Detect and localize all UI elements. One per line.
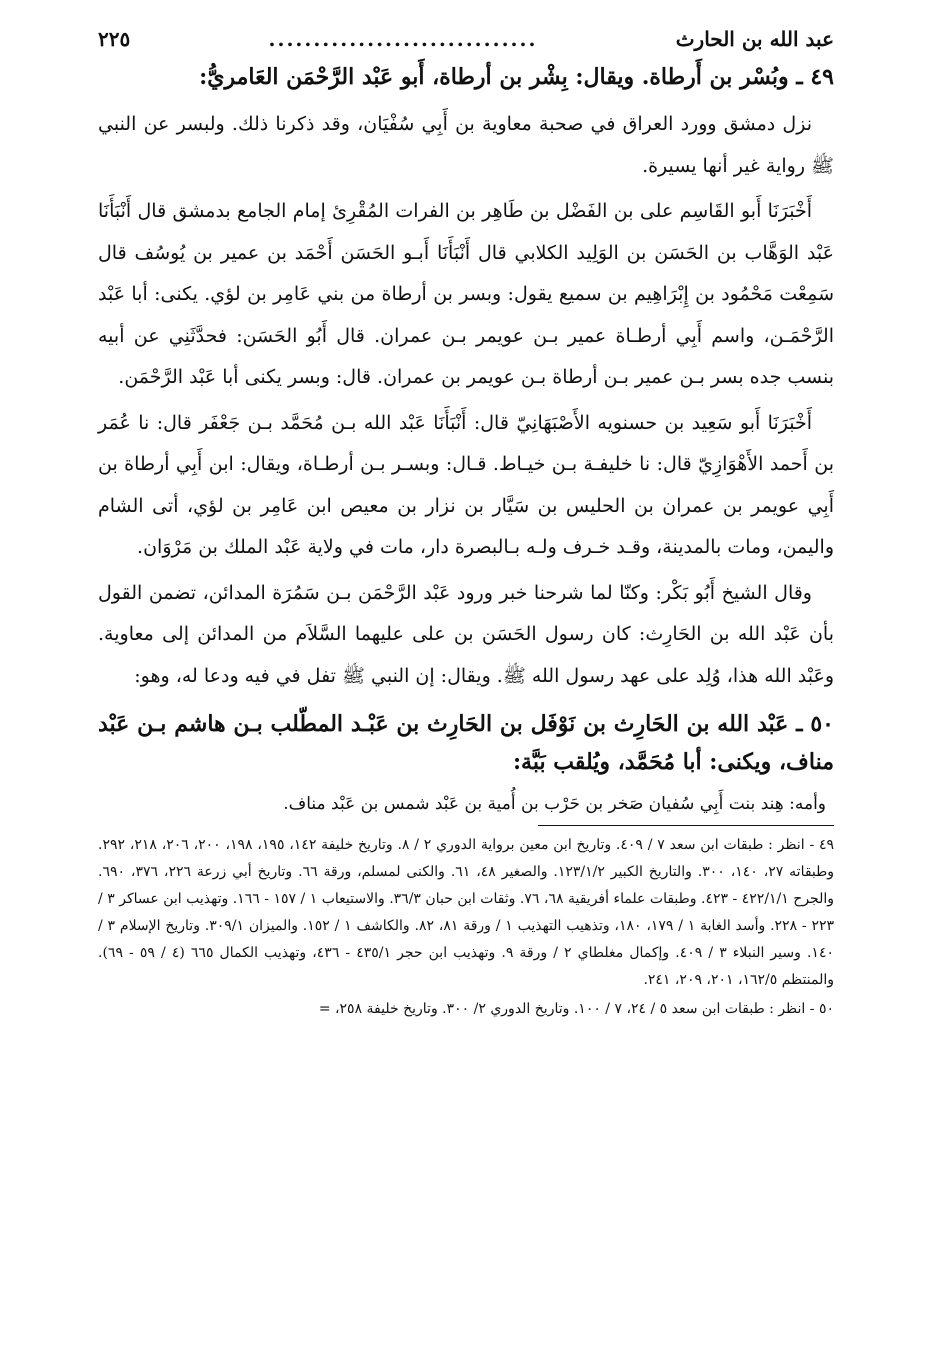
entry-50-heading: ٥٠ ـ عَبْد الله بن الحَارِث بن نَوْفَل بن الحَارِث بن عَبْـد المطّلب بـن هاشم بـن عَبْد مناف، ويكنى: أبا مُحَمَّد، ويُلقب بَبَّة: [98, 711, 834, 775]
footnote-separator [538, 825, 834, 826]
spacer [98, 96, 834, 104]
running-head [98, 22, 834, 58]
page-number: ٢٢٥ [98, 27, 131, 51]
entry-49-paragraph: أَخْبَرَنَا أَبو سَعِيد بن حسنويه الأَصْبَهَانِيّ قال: أَنْبَأَنَا عَبْد الله بـن مُحَمَّد بـن جَعْفَر قال: نا عُمَر بن أَحمد الأَهْوَازِيّ قال: نا خليفـة بـن خيـاط. قـال: وبسـر بـن أرطـاة، ويقال: ابن أَبِي أرطاة بن أَبِي عويمر بن عمران بن الحليس بن سَيَّار بن نزار بن معيص ابن عَامِر بن لؤي، أتى الشام واليمن، ومات بالمدينة، وقـد خـرف ولـه بـالبصرة دار، مات في ولاية عَبْد الملك بن مَرْوَان. [98, 411, 834, 558]
entry-49-paragraph: نزل دمشق وورد العراق في صحبة معاوية بن أَبِي سُفْيَان، وقد ذكرنا ذلك. ولبسر عن النبي ﷺ رواية غير أنها يسيرة. [98, 113, 834, 177]
entry-49-paragraph: وقال الشيخ أَبُو بَكْر: وكنّا لما شرحنا خبر ورود عَبْد الرَّحْمَن بـن سَمُرَة المدائن، تضمن القول بأن عَبْد الله بن الحَارِث: كان رسول الحَسَن بن على عليهما السَّلاَم من المدائن إلى معاوية. وعَبْد الله هذا، وُلِد على عهد رسول الله ﷺ. ويقال: إن النبي ﷺ تفل في فيه ودعا له، وهو: [98, 581, 834, 687]
spacer [98, 697, 834, 705]
footnote-50: ٥٠ - انظر : طبقات ابن سعد ٥ / ٢٤، ٧ / ١٠٠. وتاريخ الدوري ٢/ ٣٠٠. وتاريخ خليفة ٢٥٨، = [318, 1001, 834, 1017]
footnotes [98, 832, 834, 1023]
book-page [98, 22, 834, 1025]
footnote-49: ٤٩ - انظر : طبقات ابن سعد ٧ / ٤٠٩. وتاريخ ابن معين برواية الدوري ٢ / ٨. وتاريخ خليفة ١٤٢، ١٩٥، ١٩٨، ٢٠٠، ٢٠٦، ٢١٨، ٢٩٢. وطبقاته ٢٧، ١٤٠، ٣٠٠. والتاريخ الكبير ١٢٣/١/٢. والصغير ٤٨، ٦١. والكنى لمسلم، ورقة ٦٦. وتاريخ أبي زرعة ٢٢٦، ٣٧٦، ٦٩٠. والجرح ٤٢٢/١/١ - ٤٢٣. وطبقات علماء أفريقية ٦٨، ٧٦. وثقات ابن حبان ٣٦/٣. والاستيعاب ١ / ١٥٧ - ١٦٦. وتهذيب ابن عساكر ٣ / ٢٢٣ - ٢٢٨. وأسد الغابة ١ / ١٧٩، ١٨٠، وتذهيب التهذيب ١ / ورقة ٨١، ٨٢. والكاشف ١ / ١٥٢. والميزان ٣٠٩/١. وتاريخ الإسلام ٣ / ١٤٠. وسير النبلاء ٣ / ٤٠٩. وإكمال مغلطاي ٢ / ورقة ٩. وتهذيب ابن حجر ٤٣٥/١ - ٤٣٦، وتهذيب الكمال ٦٦٥ (٤ / ٥٩ - ٦٩). والمنتظم ١٦٢/٥، ٢٠١، ٢٠٩، ٢٤١. [98, 837, 835, 988]
entry-50-mother-line: وأمه: هِند بنت أَبِي سُفيان صَخر بن حَرْب بن أُمية بن عَبْد شمس بن عَبْد مناف. [283, 794, 826, 814]
running-head-dots: .............................. [268, 27, 538, 51]
running-head-title: عبد الله بن الحارث [675, 27, 834, 51]
entry-49-paragraph: أَخْبَرَنَا أَبو القَاسِم على بن الفَضْل بن طَاهِر بن الفرات المُقْرِئ إمام الجامع بدمشق قال أَنْبَأَنَا عَبْد الوَهَّاب بن الحَسَن بن الوَلِيد الكلابي قال أَنْبَأَنَا أَبـو الحَسَن أَحْمَد بن عمير بن يُوسُف قال سَمِعْت مَحْمُود بن إِبْرَاهِيم بن سميع يقول: وبسر بن أرطاة من بني عَامِر بن لؤي. يكنى: أبا عَبْد الرَّحْمَـن، واسم أَبِي أرطـاة عمير بـن عويمر بـن عمران. قال أَبُو الحَسَن: فحدَّثَنِي عن أبيه بنسب جده بسر بـن عمير بـن أرطاة بـن عويمر بن عمران. قال: وبسر يكنى أبا عَبْد الرَّحْمَن. [98, 200, 834, 388]
entry-49-heading: ٤٩ ـ وبُسْر بن أَرطاة. ويقال: بِشْر بن أرطاة، أَبو عَبْد الرَّحْمَن العَامريُّ: [199, 64, 834, 90]
